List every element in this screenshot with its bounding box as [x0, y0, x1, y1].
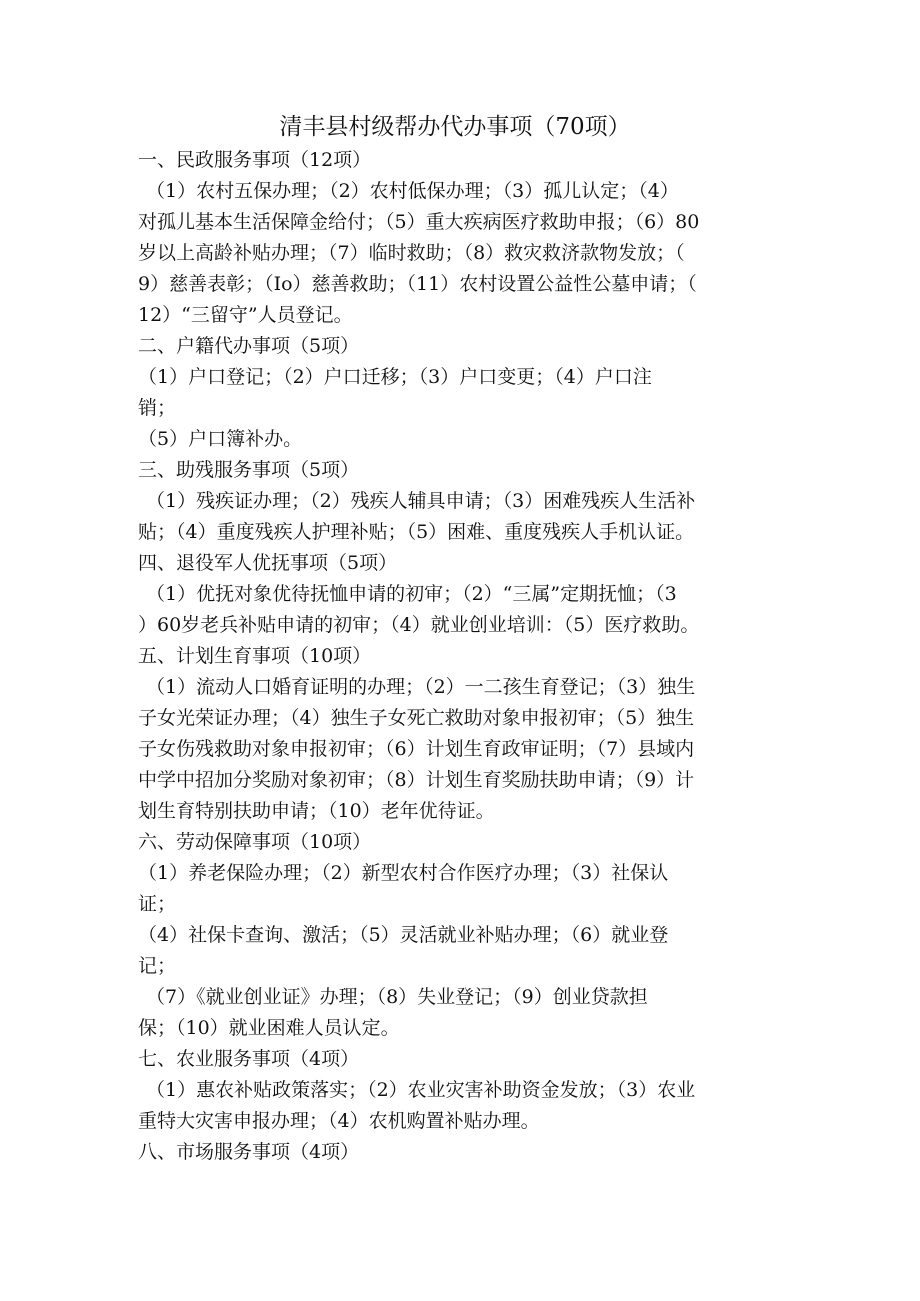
text-line: （1）养老保险办理；（2）新型农村合作医疗办理；（3）社保认 [138, 862, 669, 884]
text-line: 子女伤残救助对象申报初审；（6）计划生育政审证明；（7）县域内 [138, 738, 695, 760]
text-line: （4）社保卡查询、激活；（5）灵活就业补贴办理；（6）就业登 [138, 924, 669, 946]
document-body [138, 145, 808, 1168]
text-line: 销； [138, 397, 177, 419]
section-heading: 八、市场服务事项（4项） [138, 1141, 360, 1163]
text-line: ）60岁老兵补贴申请的初审；（4）就业创业培训：（5）医疗救助。 [138, 614, 700, 636]
text-line: 岁以上高龄补贴办理；（7）临时救助；（8）救灾救济款物发放；（ [138, 242, 685, 264]
text-line: 重特大灾害申报办理；（4）农机购置补贴办理。 [138, 1110, 540, 1132]
text-line: （1）户口登记；（2）户口迁移；（3）户口变更；（4）户口注 [138, 366, 652, 388]
text-line: 中学中招加分奖励对象初审；（8）计划生育奖励扶助申请；（9）计 [138, 769, 695, 791]
document-title: 清丰县村级帮办代办事项（70项） [279, 114, 631, 140]
section-heading: 七、农业服务事项（4项） [138, 1048, 360, 1070]
text-line: （1）残疾证办理；（2）残疾人辅具申请；（3）困难残疾人生活补 [146, 490, 696, 512]
text-line: （1）惠农补贴政策落实；（2）农业灾害补助资金发放；（3）农业 [146, 1079, 696, 1101]
section-heading: 六、劳动保障事项（10项） [138, 831, 372, 853]
section-heading: 五、计划生育事项（10项） [138, 645, 372, 667]
text-line: （1）农村五保办理；（2）农村低保办理；（3）孤儿认定；（4） [146, 180, 679, 202]
text-line: 贴；（4）重度残疾人护理补贴；（5）困难、重度残疾人手机认证。 [138, 521, 695, 543]
section-heading: 三、助残服务事项（5项） [138, 459, 360, 481]
text-line: （1）流动人口婚育证明的办理；（2）一二孩生育登记；（3）独生 [146, 676, 696, 698]
section-heading: 四、退役军人优抚事项（5项） [138, 552, 398, 574]
text-line: 对孤儿基本生活保障金给付；（5）重大疾病医疗救助申报；（6）80 [138, 211, 700, 233]
text-line: 记； [138, 955, 177, 977]
text-line: 12）“三留守”人员登记。 [138, 304, 353, 326]
text-line: 划生育特别扶助申请；（10）老年优待证。 [138, 800, 495, 822]
section-heading: 一、民政服务事项（12项） [138, 149, 372, 171]
text-line: 证； [138, 893, 177, 915]
section-heading: 二、户籍代办事项（5项） [138, 335, 360, 357]
text-line: （1）优抚对象优待抚恤申请的初审；（2）“三属”定期抚恤；（3 [146, 583, 677, 605]
text-line: （5）户口簿补办。 [138, 428, 303, 450]
text-line: 保；（10）就业困难人员认定。 [138, 1017, 400, 1039]
text-line: 子女光荣证办理；（4）独生子女死亡救助对象申报初审；（5）独生 [138, 707, 695, 729]
text-line: 9）慈善表彰；（Io）慈善救助；（11）农村设置公益性公墓申请；（ [138, 273, 697, 295]
text-line: （7）《就业创业证》办理；（8）失业登记；（9）创业贷款担 [146, 986, 648, 1008]
